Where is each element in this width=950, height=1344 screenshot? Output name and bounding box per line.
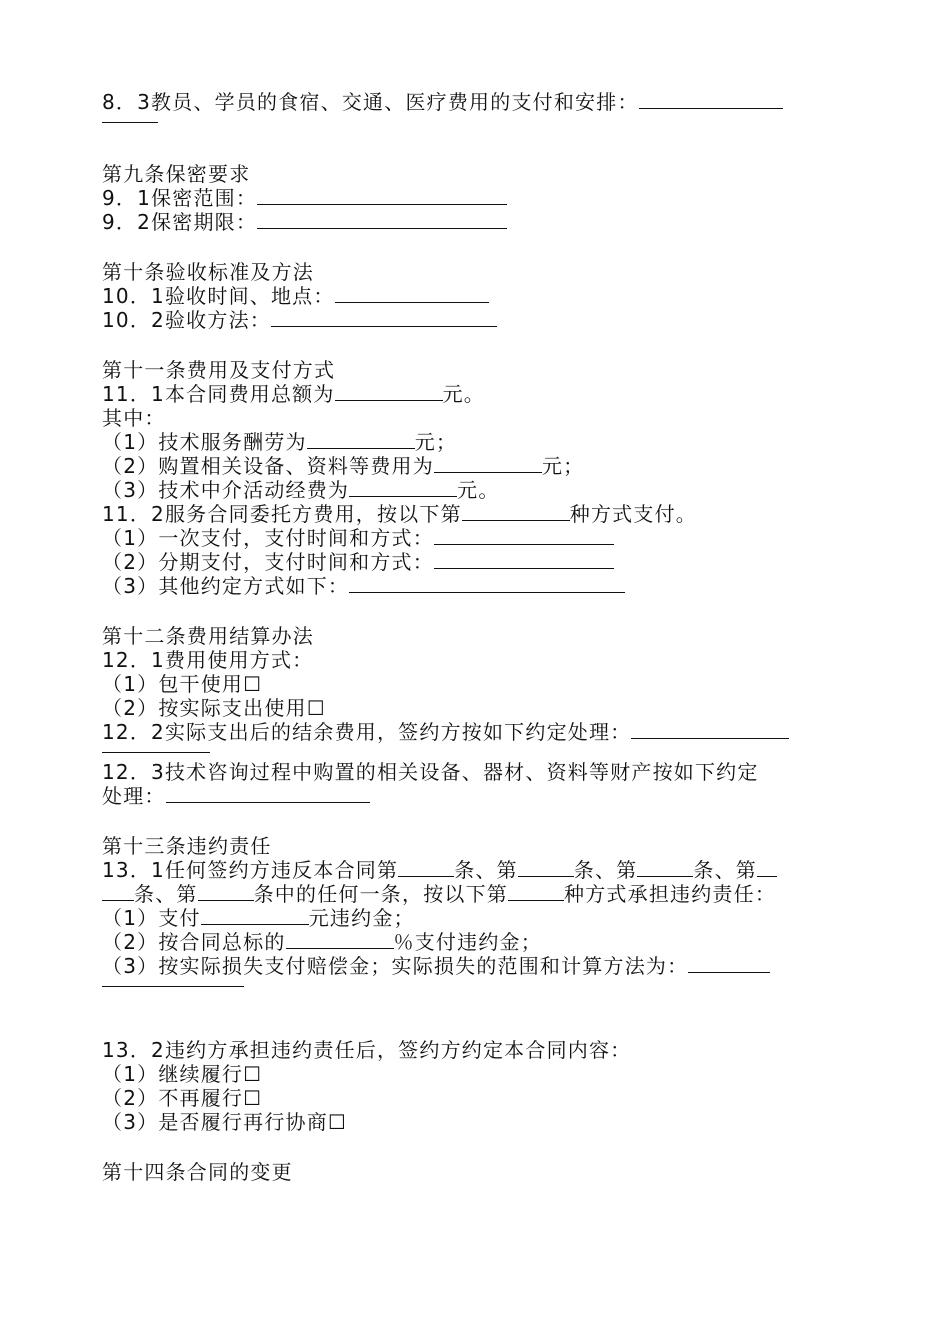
fill-blank[interactable] [637,858,693,877]
clause-11-2-item-1 [102,526,854,550]
fill-blank-continuation [102,985,244,987]
clause-text: （2）分期支付，支付时间和方式： [102,550,434,574]
fill-blank[interactable] [631,720,789,739]
fill-blank[interactable] [434,454,542,473]
clause-13-1-cont [102,882,854,906]
clause-13-2-item-3: （3）是否履行再行协商☐ [102,1110,348,1134]
clause-11-1 [102,382,854,406]
fill-blank-continuation [102,121,158,123]
clause-9-1 [102,186,854,210]
clause-10-1 [102,284,854,308]
clause-text: 条、第 [134,882,198,906]
fill-blank[interactable] [271,308,497,327]
clause-text: 元。 [442,382,485,406]
fill-blank[interactable] [508,882,564,901]
fill-blank[interactable] [434,526,614,545]
fill-blank[interactable] [257,186,507,205]
clause-text: （3）技术中介活动经费为 [102,478,350,502]
clause-text: 10．1验收时间、地点： [102,284,335,308]
clause-12-2 [102,720,854,744]
clause-11-2 [102,502,854,526]
fill-blank[interactable] [434,550,614,569]
fill-blank[interactable] [166,784,370,803]
clause-text: （2）按合同总标的 [102,930,286,954]
clause-text: 种方式承担违约责任： [564,882,777,906]
fill-blank[interactable] [398,858,454,877]
fill-blank[interactable] [688,954,770,973]
fill-blank[interactable] [335,284,489,303]
fill-blank[interactable] [201,906,309,925]
clause-text: 9．1保密范围： [102,186,258,210]
section-heading-9: 第九条保密要求 [102,162,251,186]
fill-blank[interactable] [757,858,777,877]
fill-blank[interactable] [518,858,574,877]
section-heading-10: 第十条验收标准及方法 [102,260,314,284]
fill-blank[interactable] [102,882,134,901]
clause-text: （3）其他约定方式如下： [102,574,350,598]
clause-11-2-item-2 [102,550,854,574]
clause-text: 元； [541,454,585,478]
clause-text: 11．2服务合同委托方费用，按以下第 [102,502,462,526]
clause-text: 处理： [102,784,166,808]
clause-text: （1）技术服务酬劳为 [102,430,307,454]
clause-11-item-3 [102,478,854,502]
clause-12-1: 12．1费用使用方式： [102,648,314,672]
section-heading-13: 第十三条违约责任 [102,834,272,858]
clause-8-3 [102,90,854,114]
fill-blank[interactable] [349,574,625,593]
fill-blank[interactable] [335,382,443,401]
clause-13-2-item-2: （2）不再履行☐ [102,1086,263,1110]
clause-text: （2）购置相关设备、资料等费用为 [102,454,434,478]
clause-text: （3）按实际损失支付赔偿金；实际损失的范围和计算方法为： [102,954,689,978]
clause-text: 元； [414,430,458,454]
fill-blank[interactable] [286,930,394,949]
clause-text: 元违约金； [308,906,415,930]
clause-11-2-item-3 [102,574,854,598]
clause-text: 9．2保密期限： [102,210,258,234]
clause-text: 条、第 [693,858,758,882]
clause-text: 11．1本合同费用总额为 [102,382,335,406]
clause-11-among: 其中： [102,406,166,430]
clause-text: （1）一次支付，支付时间和方式： [102,526,434,550]
fill-blank[interactable] [198,882,254,901]
clause-12-1-item-1: （1）包干使用☐ [102,672,263,696]
clause-text: 元。 [457,478,500,502]
clause-text: 10．2验收方法： [102,308,271,332]
fill-blank-continuation [102,751,210,753]
clause-13-1 [102,858,854,882]
fill-blank[interactable] [349,478,457,497]
clause-text: 种方式支付。 [569,502,697,526]
section-heading-14: 第十四条合同的变更 [102,1160,293,1184]
clause-13-1-item-2 [102,930,854,954]
clause-11-item-2 [102,454,854,478]
clause-12-3: 12．3技术咨询过程中购置的相关设备、器材、资料等财产按如下约定 [102,760,759,784]
clause-text: （1）支付 [102,906,201,930]
clause-text: 条、第 [454,858,518,882]
section-heading-11: 第十一条费用及支付方式 [102,358,336,382]
clause-9-2 [102,210,854,234]
clause-text: 12．2实际支出后的结余费用，签约方按如下约定处理： [102,720,632,744]
clause-13-2-item-1: （1）继续履行☐ [102,1062,263,1086]
fill-blank[interactable] [462,502,570,521]
fill-blank[interactable] [257,210,507,229]
clause-text: 条、第 [573,858,638,882]
section-heading-12: 第十二条费用结算办法 [102,624,314,648]
clause-12-1-item-2: （2）按实际支出使用☐ [102,696,326,720]
fill-blank[interactable] [307,430,415,449]
clause-text: 条中的任何一条，按以下第 [253,882,509,906]
fill-blank[interactable] [639,90,783,109]
document-page [102,90,854,1184]
clause-11-item-1 [102,430,854,454]
clause-12-3-cont [102,784,854,808]
clause-13-1-item-3 [102,954,854,978]
clause-10-2 [102,308,854,332]
clause-13-2: 13．2违约方承担违约责任后，签约方约定本合同内容： [102,1038,632,1062]
clause-text: 13．1任何签约方违反本合同第 [102,858,399,882]
clause-text: ％支付违约金； [393,930,542,954]
clause-text: 8．3教员、学员的食宿、交通、医疗费用的支付和安排： [102,90,639,114]
clause-13-1-item-1 [102,906,854,930]
